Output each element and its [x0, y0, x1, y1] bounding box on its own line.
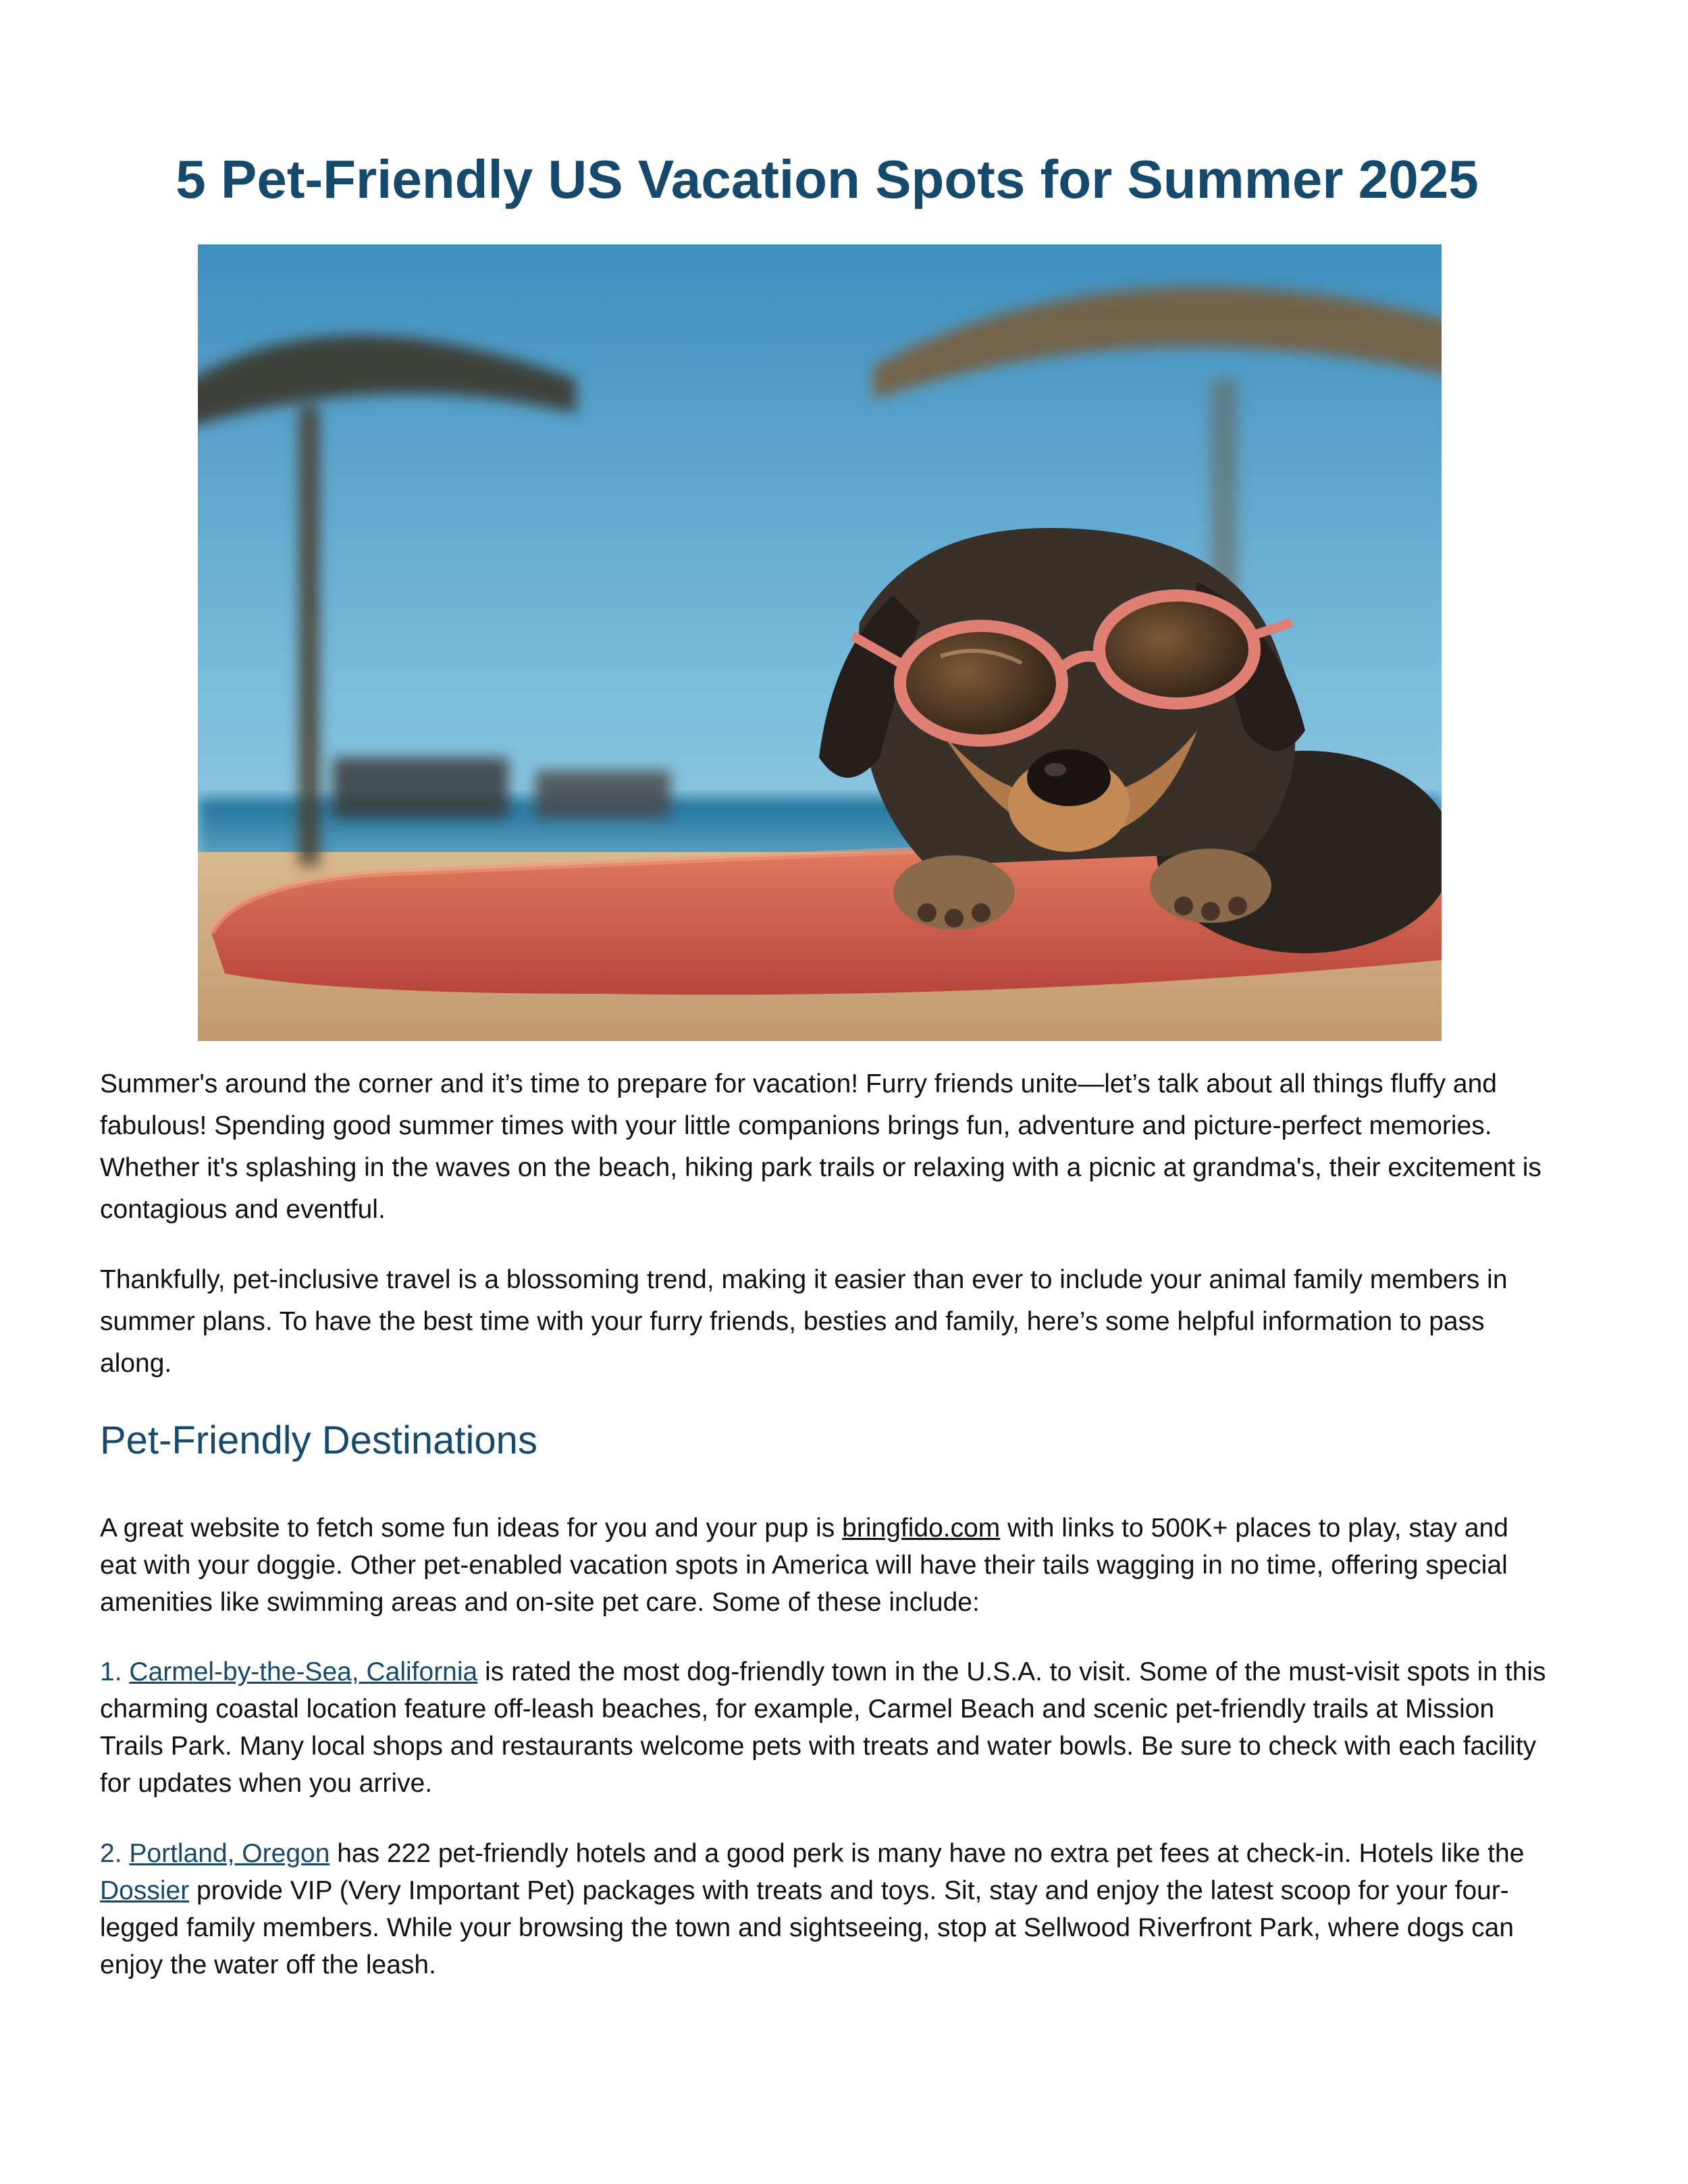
list-number: 2.: [100, 1839, 122, 1868]
list-item-text: is rated the most dog-friendly town in the U.S.A. to visit. Some of the must-visit spots in this charming coastal location feature off-leash beaches, for example, Carmel Beach and scenic pet-friendly trails at Mission Trails Park. Many local shops and restaurants welcome pets with treats and water bowls. Be sure to check with each facility for updates when you arrive.: [100, 1657, 1546, 1798]
list-item-text: has 222 pet-friendly hotels and a good perk is many have no extra pet fees at check-in. Hotels like the: [329, 1839, 1525, 1868]
portland-link[interactable]: Portland, Oregon: [129, 1839, 330, 1868]
carmel-link[interactable]: Carmel-by-the-Sea, California: [129, 1657, 478, 1686]
page-title: 5 Pet-Friendly US Vacation Spots for Summer 2025: [176, 149, 1479, 209]
destinations-intro-text: A great website to fetch some fun ideas for you and your pup is: [100, 1514, 843, 1543]
list-number: 1.: [100, 1657, 122, 1686]
destinations-intro: [100, 1510, 1552, 1621]
hero-image: [198, 244, 1442, 1041]
intro-paragraph-1: Summer's around the corner and it’s time to prepare for vacation! Furry friends unite—let’s talk about all things fluffy and fabulous! Spending good summer times with your little companions brings fun, adventure and picture-perfect memories. Whether it's splashing in the waves on the beach, hiking park trails or relaxing with a picnic at grandma's, their excitement is contagious and eventful.: [100, 1069, 1541, 1224]
bringfido-link[interactable]: bringfido.com: [842, 1514, 1001, 1543]
dog-beach-illustration: [198, 244, 1442, 1041]
list-item: [100, 1653, 1552, 1802]
list-item-text-cont: provide VIP (Very Important Pet) packages with treats and toys. Sit, stay and enjoy the latest scoop for your four-legged family members. While your browsing the town and sightseeing, stop at Sellwood Riverfront Park, where dogs can enjoy the water off the leash.: [100, 1876, 1514, 1979]
destinations-intro-text-cont: with links to 500K+ places to play, stay and eat with your doggie. Other pet-enabled vacation spots in America will have their tails wagging in no time, offering special amenities like swimming areas and on-site pet care. Some of these include:: [100, 1514, 1508, 1617]
section-heading: Pet-Friendly Destinations: [100, 1418, 537, 1462]
intro-paragraph-2: Thankfully, pet-inclusive travel is a blossoming trend, making it easier than ever to include your animal family members in summer plans. To have the best time with your furry friends, besties and family, here’s some helpful information to pass along.: [100, 1265, 1508, 1378]
list-item: [100, 1835, 1552, 1983]
dossier-link[interactable]: Dossier: [100, 1876, 190, 1905]
